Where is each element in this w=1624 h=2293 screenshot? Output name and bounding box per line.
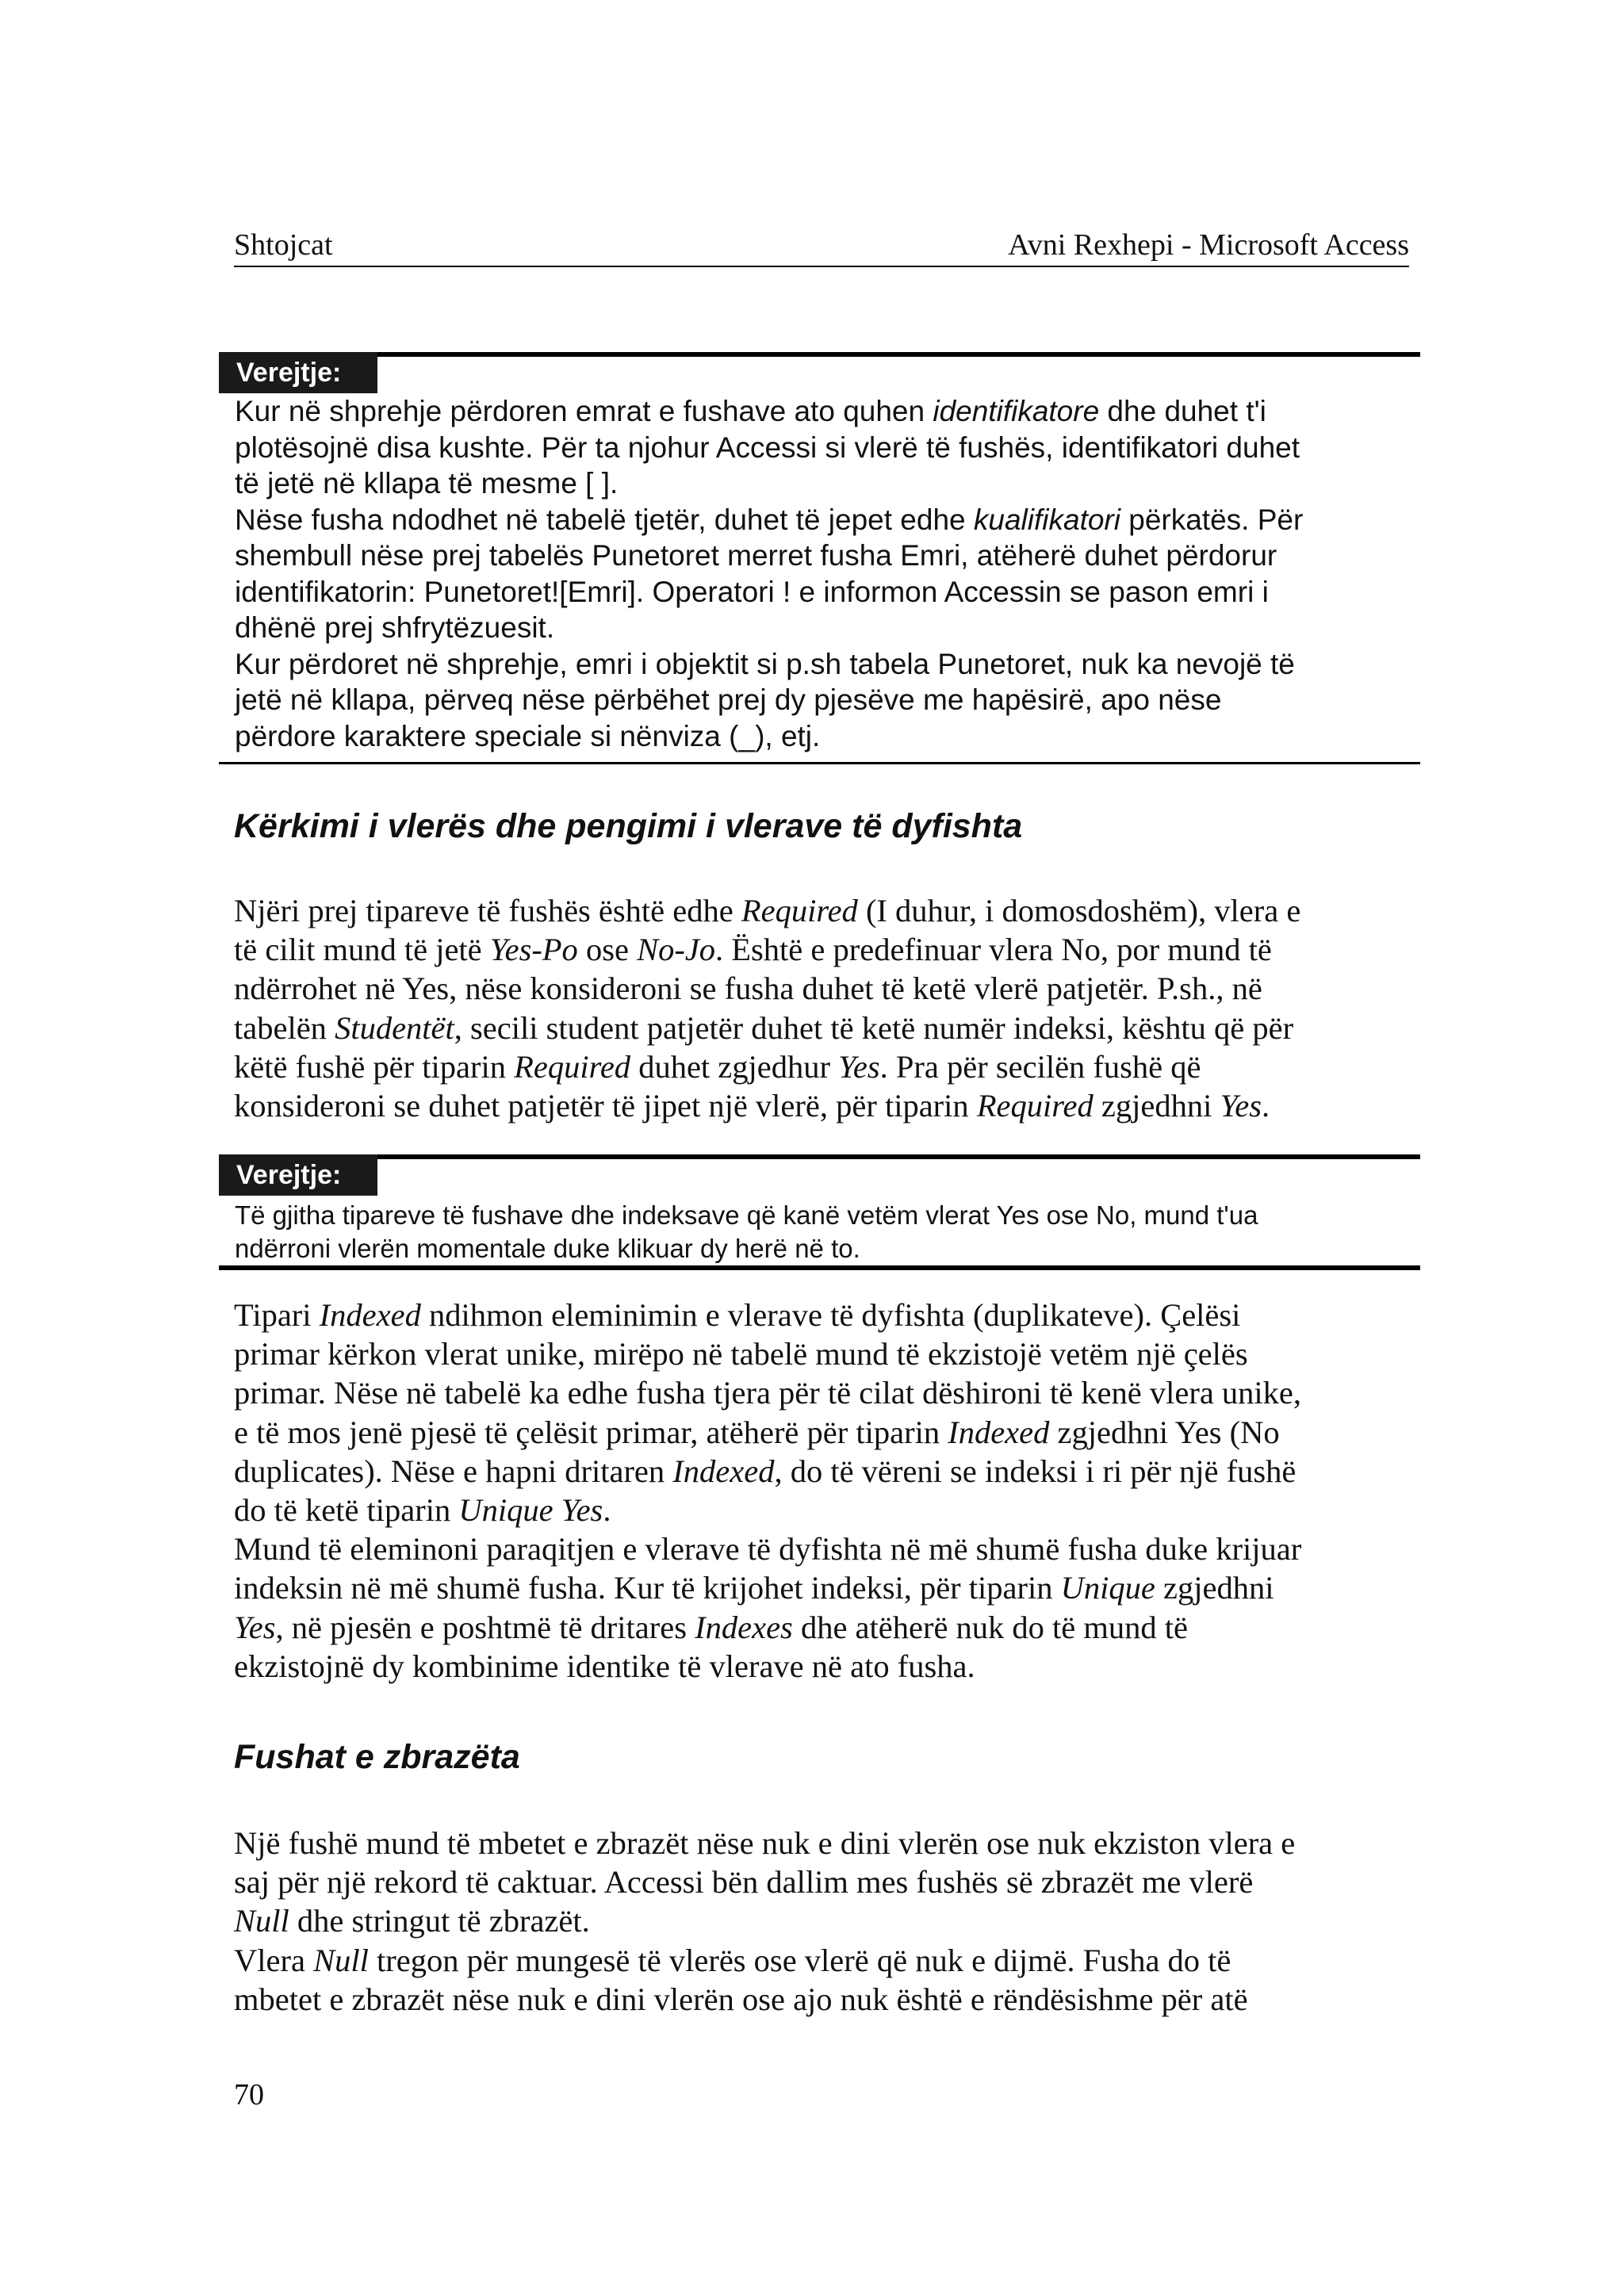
text-line: të jetë në kllapa të mesme [ ]. [235, 467, 619, 500]
text-line: plotësojnë disa kushte. Për ta njohur Accessi si vlerë të fushës, identifikatori duhet [235, 431, 1300, 464]
text-line: Nëse fusha ndodhet në tabelë tjetër, duhet të jepet edhe kualifikatori përkatës. Për [235, 503, 1304, 536]
text-line: ndërroni vlerën momentale duke klikuar dy herë në to. [235, 1234, 860, 1263]
text-line: Të gjitha tipareve të fushave dhe indeksave që kanë vetëm vlerat Yes ose No, mund t'ua [235, 1200, 1258, 1230]
text-line: Null dhe stringut të zbrazët. [234, 1903, 590, 1939]
section-heading-required: Kërkimi i vlerës dhe pengimi i vlerave të dyfishta [234, 807, 1023, 845]
text-line: përdore karaktere speciale si nënviza (_), etj. [235, 719, 821, 752]
text-line: mbetet e zbrazët nëse nuk e dini vlerën ose ajo nuk është e rëndësishme për atë [234, 1981, 1248, 2017]
text-line: e të mos jenë pjesë të çelësit primar, atëherë për tiparin Indexed zgjedhni Yes (No [234, 1414, 1280, 1450]
text-line: Mund të eleminoni paraqitjen e vlerave të dyfishta në më shumë fusha duke krijuar [234, 1531, 1302, 1568]
page-header [234, 223, 1409, 267]
text-line: Njëri prej tipareve të fushës është edhe Required (I duhur, i domosdoshëm), vlera e [234, 893, 1301, 928]
text-line: Yes, në pjesën e poshtmë të dritares Indexes dhe atëherë nuk do të mund të [234, 1609, 1189, 1645]
paragraph-required [234, 891, 1423, 1125]
text-line: ndërrohet në Yes, nëse konsideroni se fusha duhet të ketë vlerë patjetër. P.sh., në [234, 970, 1262, 1007]
text-line: primar. Nëse në tabelë ka edhe fusha tjera për të cilat dëshironi të kenë vlera unike, [234, 1375, 1302, 1411]
text-line: primar kërkon vlerat unike, mirëpo në tabelë mund të ekzistojë vetëm një çelës [234, 1336, 1248, 1372]
text-line: Kur përdoret në shprehje, emri i objektit si p.sh tabela Punetoret, nuk ka nevojë të [235, 647, 1295, 680]
note-text [235, 393, 1303, 754]
text-line: Tipari Indexed ndihmon eleminimin e vlerave të dyfishta (duplikateve). Çelësi [234, 1297, 1241, 1333]
paragraph-indexed [234, 1296, 1423, 1686]
note-label: Verejtje: [219, 1154, 377, 1196]
note-top-rule [219, 1154, 1420, 1159]
text-line: indeksin në më shumë fusha. Kur të krijohet indeksi, për tiparin Unique zgjedhni [234, 1570, 1274, 1606]
text-line: Vlera Null tregon për mungesë të vlerës ose vlerë që nuk e dijmë. Fusha do të [234, 1942, 1231, 1978]
text-line: Kur në shprehje përdoren emrat e fushave ato quhen identifikatore dhe duhet t'i [235, 395, 1266, 427]
note-label: Verejtje: [219, 352, 377, 393]
note-bottom-rule [219, 762, 1420, 764]
text-line: saj për një rekord të caktuar. Accessi bën dallim mes fushës së zbrazët me vlerë [234, 1864, 1254, 1901]
text-line: dhënë prej shfrytëzuesit. [235, 611, 555, 644]
text-line: ekzistojnë dy kombinime identike të vlerave në ato fusha. [234, 1648, 975, 1684]
note-box-identifiers [219, 352, 1420, 764]
text-line: të cilit mund të jetë Yes-Po ose No-Jo. Është e predefinuar vlera No, por mund të [234, 932, 1272, 968]
header-book-title: Avni Rexhepi - Microsoft Access [1008, 228, 1409, 262]
section-heading-empty-fields: Fushat e zbrazëta [234, 1738, 520, 1776]
header-section-title: Shtojcat [234, 228, 333, 262]
page-number: 70 [234, 2078, 264, 2111]
text-line: Një fushë mund të mbetet e zbrazët nëse nuk e dini vlerën ose nuk ekziston vlera e [234, 1825, 1296, 1861]
text-line: identifikatorin: Punetoret![Emri]. Operatori ! e informon Accessin se pason emri i [235, 575, 1269, 608]
note-bottom-rule [219, 1265, 1420, 1270]
text-line: shembull nëse prej tabelës Punetoret merret fusha Emri, atëherë duhet përdorur [235, 539, 1277, 572]
text-line: jetë në kllapa, përveq nëse përbëhet prej dy pjesëve me hapësirë, apo nëse [235, 683, 1222, 716]
text-line: këtë fushë për tiparin Required duhet zgjedhur Yes. Pra për secilën fushë që [234, 1048, 1201, 1085]
note-top-rule [219, 352, 1420, 357]
text-line: tabelën Studentët, secili student patjetër duhet të ketë numër indeksi, kështu që për [234, 1009, 1294, 1046]
paragraph-empty-fields [234, 1824, 1423, 2019]
text-line: do të ketë tiparin Unique Yes. [234, 1492, 611, 1529]
text-line: duplicates). Nëse e hapni dritaren Indexed, do të vëreni se indeksi i ri për një fushë [234, 1453, 1297, 1489]
note-text [235, 1199, 1258, 1265]
note-box-yes-no [219, 1154, 1420, 1270]
text-line: konsideroni se duhet patjetër të jipet një vlerë, për tiparin Required zgjedhni Yes. [234, 1088, 1270, 1124]
